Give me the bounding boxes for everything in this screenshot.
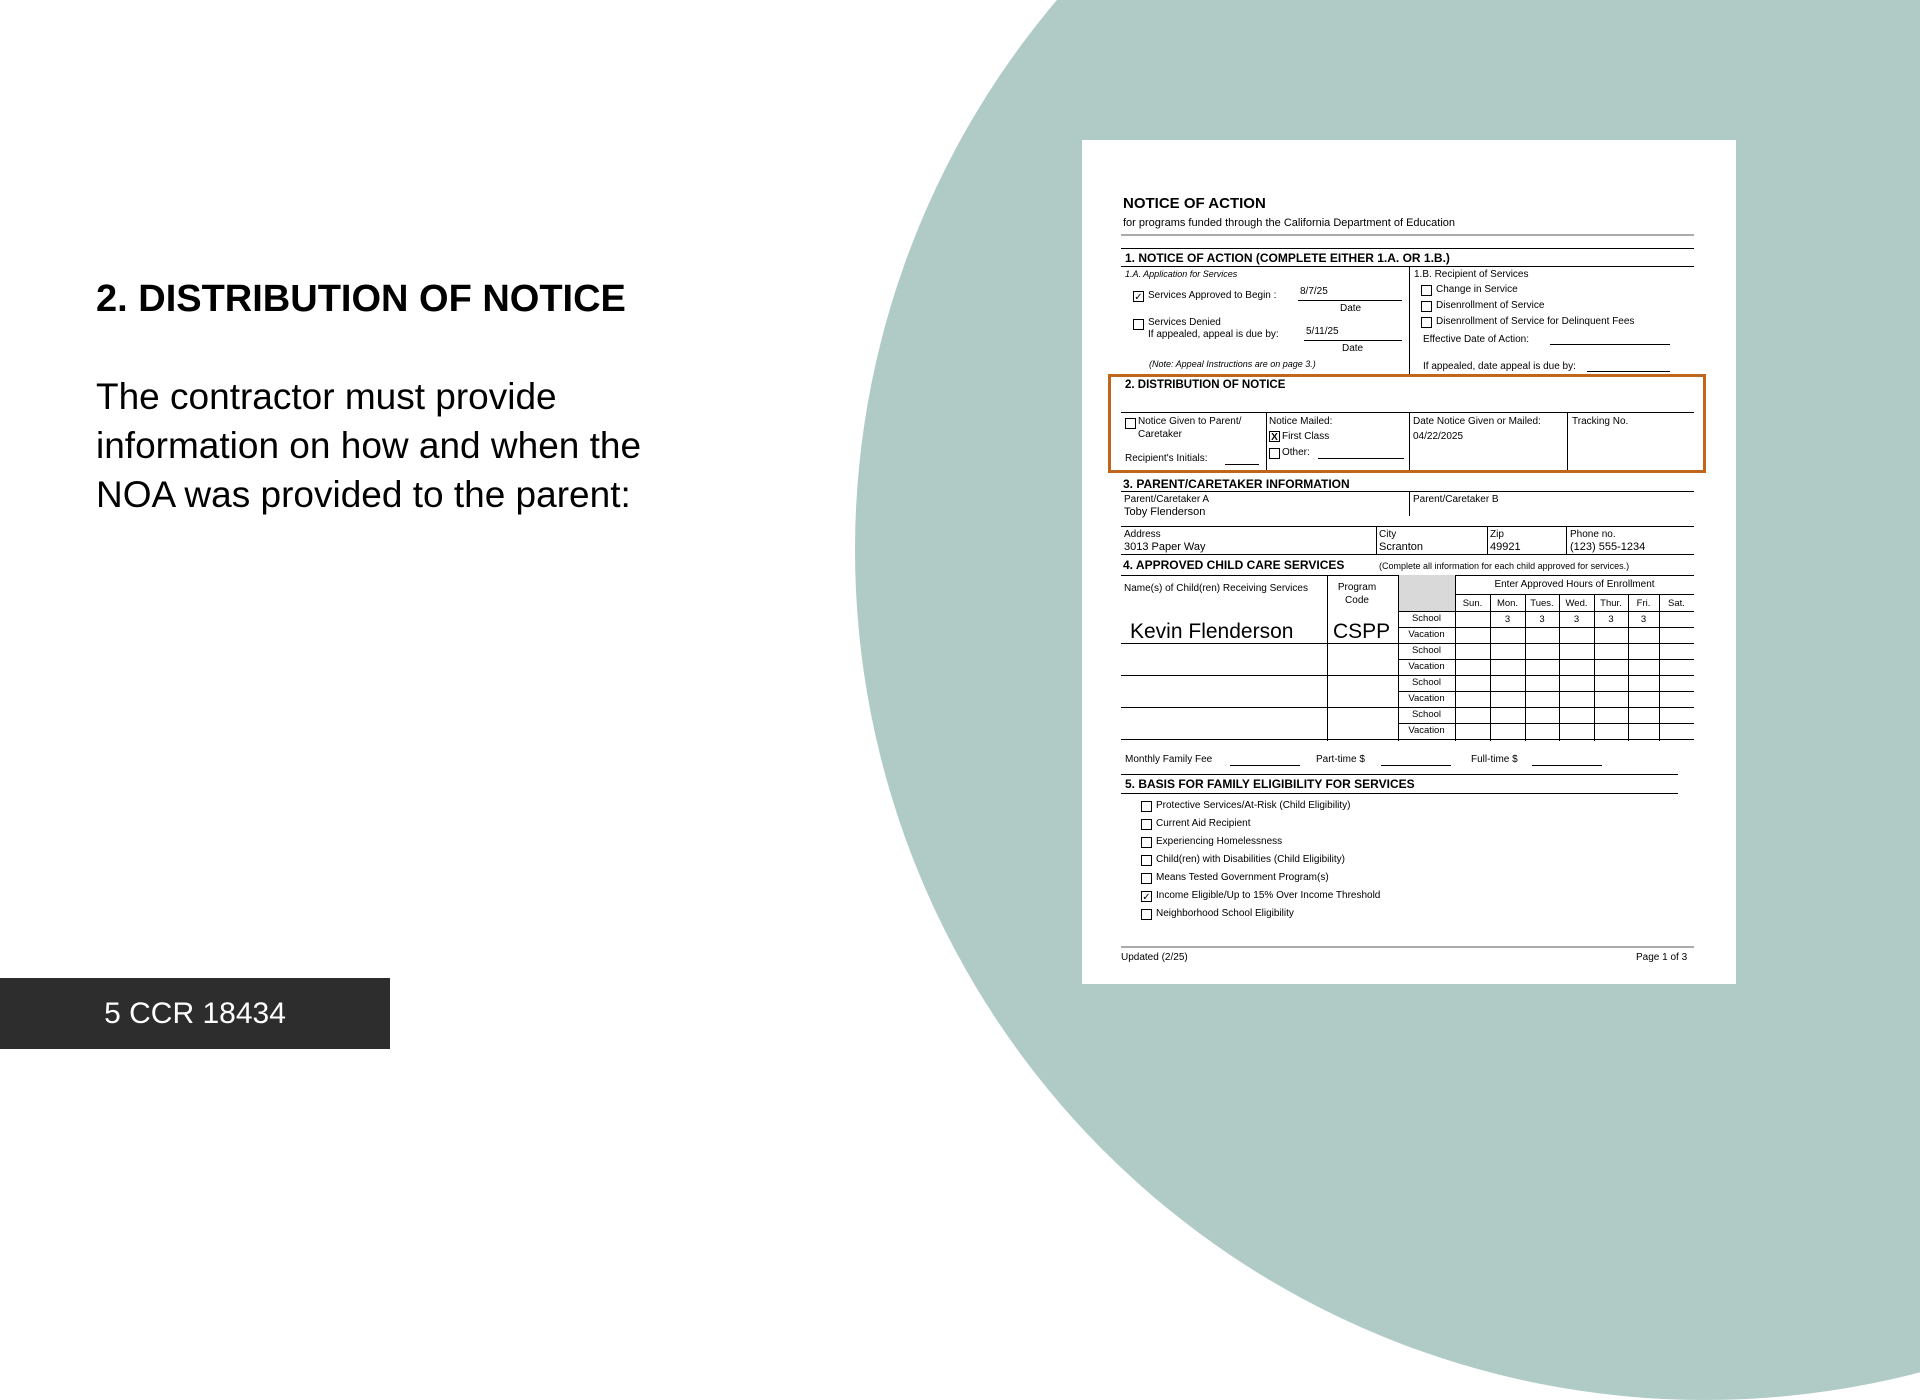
section-2-heading: 2. DISTRIBUTION OF NOTICE bbox=[1125, 379, 1286, 391]
updated-label: Updated (2/25) bbox=[1121, 952, 1188, 963]
notice-mailed-label: Notice Mailed: bbox=[1269, 416, 1333, 427]
grid-line bbox=[1327, 575, 1328, 741]
eligibility-checkbox[interactable] bbox=[1141, 909, 1152, 920]
day-header: Tues. bbox=[1530, 598, 1554, 609]
slide-body-text: The contractor must provide information on how and when the NOA was provided to the parent: bbox=[96, 376, 642, 515]
eligibility-label: Current Aid Recipient bbox=[1156, 818, 1251, 829]
hours-cell: 3 bbox=[1608, 614, 1614, 625]
divider bbox=[1487, 526, 1488, 554]
disenrollment-checkbox[interactable] bbox=[1421, 301, 1432, 312]
section-3-heading: 3. PARENT/CARETAKER INFORMATION bbox=[1123, 477, 1350, 491]
disenrollment-label: Disenrollment of Service bbox=[1436, 300, 1545, 311]
divider bbox=[1566, 526, 1567, 554]
grid-line bbox=[1398, 611, 1694, 612]
row-type-label: Vacation bbox=[1408, 693, 1445, 704]
divider bbox=[1121, 774, 1678, 775]
eligibility-label: Protective Services/At-Risk (Child Eligibility) bbox=[1156, 800, 1351, 811]
day-header: Sat. bbox=[1668, 598, 1685, 609]
eligibility-checkbox[interactable] bbox=[1141, 855, 1152, 866]
underline bbox=[1298, 300, 1402, 301]
eligibility-label: Child(ren) with Disabilities (Child Eligibility) bbox=[1156, 854, 1345, 865]
first-class-label: First Class bbox=[1282, 431, 1330, 442]
row-type-label: Vacation bbox=[1408, 629, 1445, 640]
row-type-label: School bbox=[1411, 677, 1442, 688]
row-type-label: Vacation bbox=[1408, 725, 1445, 736]
services-denied-checkbox[interactable] bbox=[1133, 319, 1144, 330]
part-time-label: Part-time $ bbox=[1316, 754, 1365, 765]
section-4-note: (Complete all information for each child approved for services.) bbox=[1379, 561, 1630, 571]
parent-b-label: Parent/Caretaker B bbox=[1413, 494, 1499, 505]
row-type-label: School bbox=[1411, 613, 1442, 624]
eligibility-label: Means Tested Government Program(s) bbox=[1156, 872, 1329, 883]
divider bbox=[1121, 554, 1694, 555]
date-caption: Date bbox=[1342, 343, 1364, 354]
underline bbox=[1550, 344, 1670, 345]
day-header: Thur. bbox=[1600, 598, 1622, 609]
phone-value: (123) 555-1234 bbox=[1570, 541, 1646, 553]
divider bbox=[1409, 492, 1410, 516]
divider bbox=[1121, 793, 1678, 794]
city-value: Scranton bbox=[1379, 541, 1424, 553]
divider bbox=[1121, 526, 1694, 527]
eligibility-label: Neighborhood School Eligibility bbox=[1156, 908, 1294, 919]
grid-line bbox=[1398, 723, 1694, 724]
children-names-header: Name(s) of Child(ren) Receiving Services bbox=[1124, 583, 1308, 594]
slide-title: 2. DISTRIBUTION OF NOTICE bbox=[96, 278, 626, 320]
services-approved-checkbox[interactable]: ✓ bbox=[1134, 292, 1143, 303]
grid-line bbox=[1121, 707, 1694, 708]
address-label: Address bbox=[1124, 529, 1161, 540]
eligibility-label: Experiencing Homelessness bbox=[1156, 836, 1283, 847]
date-given-value: 04/22/2025 bbox=[1413, 431, 1464, 442]
notice-given-label: Notice Given to Parent/ bbox=[1138, 416, 1242, 427]
eligibility-checkbox[interactable]: ✓ bbox=[1142, 892, 1151, 903]
monthly-fee-label: Monthly Family Fee bbox=[1125, 754, 1213, 765]
grid-line bbox=[1659, 594, 1660, 741]
form-subtitle: for programs funded through the California Department of Education bbox=[1123, 217, 1456, 229]
program-code-header-2: Code bbox=[1345, 595, 1369, 606]
divider bbox=[1121, 234, 1694, 236]
eligibility-checkbox[interactable] bbox=[1141, 801, 1152, 812]
section-4-heading: 4. APPROVED CHILD CARE SERVICES bbox=[1123, 558, 1345, 572]
grid-line bbox=[1455, 575, 1456, 594]
hours-cell: 3 bbox=[1640, 614, 1647, 625]
hours-cell: 3 bbox=[1539, 614, 1545, 625]
citation-badge bbox=[0, 978, 390, 1049]
eligibility-label: Income Eligible/Up to 15% Over Income Threshold bbox=[1156, 890, 1381, 901]
program-code-header: Program bbox=[1337, 582, 1377, 593]
appeal-date-value: 5/11/25 bbox=[1306, 326, 1339, 337]
section-1-heading: 1. NOTICE OF ACTION (COMPLETE EITHER 1.A. OR 1.B.) bbox=[1125, 251, 1450, 265]
change-in-service-label: Change in Service bbox=[1436, 284, 1518, 295]
underline bbox=[1532, 765, 1602, 766]
disenrollment-fees-checkbox[interactable] bbox=[1421, 317, 1432, 328]
eligibility-checkbox[interactable] bbox=[1141, 837, 1152, 848]
section-1a-label: 1.A. Application for Services bbox=[1125, 269, 1238, 279]
day-header: Sun. bbox=[1462, 598, 1483, 609]
section-1b-label: 1.B. Recipient of Services bbox=[1414, 269, 1529, 280]
underline bbox=[1587, 371, 1670, 372]
appeal-due-label: If appealed, appeal is due by: bbox=[1148, 329, 1279, 340]
services-approved-label: Services Approved to Begin : bbox=[1148, 290, 1277, 301]
phone-label: Phone no. bbox=[1570, 529, 1616, 540]
recipient-initials-label: Recipient's Initials: bbox=[1125, 453, 1208, 464]
row-type-label: School bbox=[1411, 709, 1442, 720]
eligibility-checkbox[interactable] bbox=[1141, 819, 1152, 830]
grid-line bbox=[1398, 659, 1694, 660]
header-shade bbox=[1398, 575, 1455, 611]
change-in-service-checkbox[interactable] bbox=[1421, 285, 1432, 296]
section-5-heading: 5. BASIS FOR FAMILY ELIGIBILITY FOR SERVICES bbox=[1125, 777, 1415, 791]
day-header: Mon. bbox=[1496, 598, 1519, 609]
services-denied-label: Services Denied bbox=[1148, 317, 1221, 328]
page-number: Page 1 of 3 bbox=[1636, 952, 1688, 963]
divider bbox=[1121, 491, 1694, 492]
appeal-note: (Note: Appeal Instructions are on page 3.) bbox=[1149, 359, 1316, 369]
tracking-number-label: Tracking No. bbox=[1572, 416, 1629, 427]
grid-line bbox=[1455, 594, 1456, 741]
divider bbox=[1121, 946, 1694, 948]
divider bbox=[1121, 266, 1694, 267]
notice-given-label-2: Caretaker bbox=[1138, 429, 1182, 440]
address-value: 3013 Paper Way bbox=[1124, 541, 1206, 553]
hours-header: Enter Approved Hours of Enrollment bbox=[1494, 579, 1655, 590]
form-title: NOTICE OF ACTION bbox=[1123, 195, 1266, 212]
divider bbox=[1409, 266, 1410, 374]
grid-line bbox=[1398, 627, 1694, 628]
underline bbox=[1304, 340, 1402, 341]
highlight-box bbox=[1108, 374, 1706, 473]
citation-text: 5 CCR 18434 bbox=[104, 996, 286, 1030]
other-mail-label: Other: bbox=[1282, 447, 1310, 458]
divider bbox=[1376, 526, 1377, 554]
underline bbox=[1230, 765, 1300, 766]
divider bbox=[1121, 248, 1694, 249]
parent-a-value: Toby Flenderson bbox=[1124, 506, 1206, 518]
effective-date-label: Effective Date of Action: bbox=[1423, 334, 1529, 345]
grid-line bbox=[1121, 739, 1694, 740]
zip-label: Zip bbox=[1490, 529, 1504, 540]
eligibility-checkbox[interactable] bbox=[1141, 873, 1152, 884]
child-name-value: Kevin Flenderson bbox=[1130, 620, 1294, 643]
parent-a-label: Parent/Caretaker A bbox=[1124, 494, 1210, 505]
grid-line bbox=[1121, 675, 1694, 676]
disenrollment-fees-label: Disenrollment of Service for Delinquent Fees bbox=[1436, 316, 1635, 327]
day-header: Fri. bbox=[1636, 598, 1651, 609]
date-caption: Date bbox=[1340, 303, 1362, 314]
hours-cell: 3 bbox=[1573, 614, 1580, 625]
row-type-label: School bbox=[1411, 645, 1442, 656]
program-code-value: CSPP bbox=[1333, 620, 1391, 643]
city-label: City bbox=[1379, 529, 1397, 540]
full-time-label: Full-time $ bbox=[1471, 754, 1518, 765]
day-header: Wed. bbox=[1565, 598, 1588, 609]
underline bbox=[1381, 765, 1451, 766]
first-class-checkbox[interactable]: X bbox=[1269, 431, 1280, 442]
zip-value: 49921 bbox=[1490, 541, 1521, 553]
row-type-label: Vacation bbox=[1408, 661, 1445, 672]
approved-date-value: 8/7/25 bbox=[1300, 286, 1328, 297]
hours-cell: 3 bbox=[1504, 614, 1511, 625]
date-given-label: Date Notice Given or Mailed: bbox=[1413, 416, 1541, 427]
grid-line bbox=[1398, 691, 1694, 692]
appeal-b-label: If appealed, date appeal is due by: bbox=[1423, 361, 1576, 372]
notice-of-action-form bbox=[1082, 140, 1736, 984]
